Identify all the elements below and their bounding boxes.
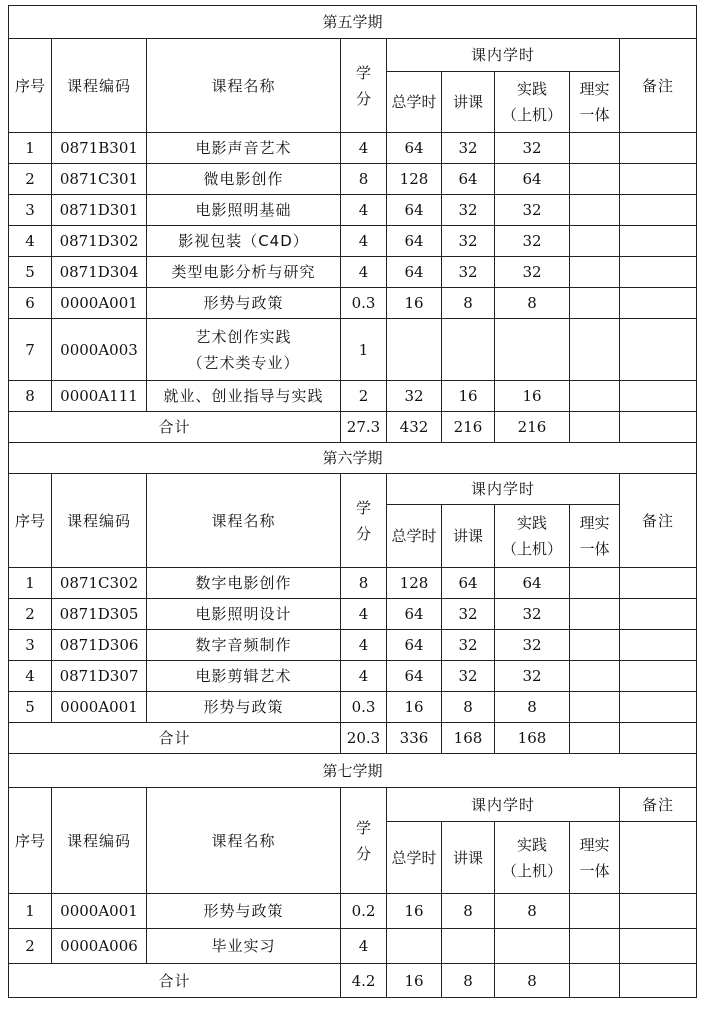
cell-total: 64 xyxy=(387,133,442,164)
header-credit: 学 分 xyxy=(341,39,387,133)
cell-practice: 32 xyxy=(495,133,570,164)
total-credit: 20.3 xyxy=(341,723,387,754)
table-row xyxy=(9,692,697,723)
cell-notes xyxy=(620,257,697,288)
total-practice: 8 xyxy=(495,964,570,998)
header-integrated: 理实 一体 xyxy=(570,72,620,133)
cell-credit: 8 xyxy=(341,568,387,599)
total-lecture: 8 xyxy=(442,964,495,998)
cell-name: 就业、创业指导与实践 xyxy=(147,381,341,412)
cell-notes xyxy=(620,692,697,723)
total-notes xyxy=(620,723,697,754)
total-credit: 4.2 xyxy=(341,964,387,998)
header-name: 课程名称 xyxy=(147,39,341,133)
header-notes: 备注 xyxy=(620,474,697,568)
total-label: 合计 xyxy=(9,723,341,754)
cell-name: 电影照明基础 xyxy=(147,195,341,226)
cell-integrated xyxy=(570,599,620,630)
cell-credit: 4 xyxy=(341,929,387,964)
cell-practice: 8 xyxy=(495,692,570,723)
cell-integrated xyxy=(570,568,620,599)
cell-integrated xyxy=(570,692,620,723)
cell-total: 64 xyxy=(387,661,442,692)
cell-notes xyxy=(620,599,697,630)
cell-credit: 2 xyxy=(341,381,387,412)
cell-seq: 5 xyxy=(9,257,52,288)
cell-total: 16 xyxy=(387,692,442,723)
cell-credit: 1 xyxy=(341,319,387,381)
cell-lecture: 8 xyxy=(442,288,495,319)
table-row xyxy=(9,257,697,288)
cell-notes xyxy=(620,288,697,319)
cell-credit: 4 xyxy=(341,133,387,164)
cell-total: 128 xyxy=(387,164,442,195)
cell-seq: 2 xyxy=(9,599,52,630)
header-code: 课程编码 xyxy=(52,39,147,133)
cell-lecture: 32 xyxy=(442,195,495,226)
cell-name: 微电影创作 xyxy=(147,164,341,195)
header-total: 总学时 xyxy=(387,822,442,894)
cell-practice: 8 xyxy=(495,894,570,929)
cell-integrated xyxy=(570,929,620,964)
cell-lecture: 8 xyxy=(442,692,495,723)
cell-seq: 7 xyxy=(9,319,52,381)
cell-integrated xyxy=(570,164,620,195)
cell-code: 0871D304 xyxy=(52,257,147,288)
cell-code: 0000A111 xyxy=(52,381,147,412)
cell-practice: 32 xyxy=(495,195,570,226)
cell-practice: 32 xyxy=(495,630,570,661)
cell-total: 64 xyxy=(387,599,442,630)
total-integrated xyxy=(570,412,620,443)
cell-integrated xyxy=(570,319,620,381)
cell-practice: 32 xyxy=(495,599,570,630)
total-notes xyxy=(620,964,697,998)
cell-lecture: 32 xyxy=(442,226,495,257)
cell-name: 电影剪辑艺术 xyxy=(147,661,341,692)
header-total: 总学时 xyxy=(387,505,442,568)
cell-name: 数字音频制作 xyxy=(147,630,341,661)
total-row xyxy=(9,412,697,443)
cell-name: 形势与政策 xyxy=(147,692,341,723)
total-label: 合计 xyxy=(9,964,341,998)
term-title: 第六学期 xyxy=(9,443,697,474)
total-row xyxy=(9,964,697,998)
cell-notes xyxy=(620,133,697,164)
header-lecture: 讲课 xyxy=(442,505,495,568)
cell-seq: 1 xyxy=(9,568,52,599)
header-credit: 学 分 xyxy=(341,474,387,568)
cell-practice xyxy=(495,319,570,381)
cell-total: 16 xyxy=(387,894,442,929)
cell-credit: 8 xyxy=(341,164,387,195)
cell-notes xyxy=(620,164,697,195)
cell-seq: 4 xyxy=(9,226,52,257)
cell-code: 0000A001 xyxy=(52,692,147,723)
cell-total: 128 xyxy=(387,568,442,599)
cell-name: 数字电影创作 xyxy=(147,568,341,599)
cell-total: 32 xyxy=(387,381,442,412)
header-integrated: 理实 一体 xyxy=(570,505,620,568)
cell-total xyxy=(387,319,442,381)
cell-practice: 32 xyxy=(495,661,570,692)
total-row xyxy=(9,723,697,754)
table-row xyxy=(9,319,697,381)
term-6 xyxy=(9,443,697,754)
cell-name: 类型电影分析与研究 xyxy=(147,257,341,288)
cell-name: 电影声音艺术 xyxy=(147,133,341,164)
header-notes: 备注 xyxy=(620,788,697,822)
header-hours-group: 课内学时 xyxy=(387,788,620,822)
header-lecture: 讲课 xyxy=(442,822,495,894)
cell-code: 0000A003 xyxy=(52,319,147,381)
total-hours: 336 xyxy=(387,723,442,754)
cell-practice: 64 xyxy=(495,164,570,195)
curriculum-page xyxy=(8,5,696,998)
cell-integrated xyxy=(570,226,620,257)
cell-name: 毕业实习 xyxy=(147,929,341,964)
cell-code: 0871C301 xyxy=(52,164,147,195)
table-row xyxy=(9,288,697,319)
header-practice: 实践 （上机） xyxy=(495,505,570,568)
header-practice: 实践 （上机） xyxy=(495,72,570,133)
cell-name: 影视包装（C4D） xyxy=(147,226,341,257)
cell-lecture xyxy=(442,929,495,964)
cell-credit: 0.3 xyxy=(341,692,387,723)
cell-notes xyxy=(620,226,697,257)
cell-practice: 32 xyxy=(495,257,570,288)
curriculum-table xyxy=(8,5,697,998)
header-hours-group: 课内学时 xyxy=(387,39,620,72)
cell-code: 0000A006 xyxy=(52,929,147,964)
cell-name: 形势与政策 xyxy=(147,894,341,929)
total-practice: 216 xyxy=(495,412,570,443)
cell-notes xyxy=(620,630,697,661)
table-row xyxy=(9,630,697,661)
cell-practice xyxy=(495,929,570,964)
cell-credit: 4 xyxy=(341,195,387,226)
header-name: 课程名称 xyxy=(147,788,341,894)
cell-integrated xyxy=(570,381,620,412)
term-7 xyxy=(9,754,697,998)
cell-notes xyxy=(620,381,697,412)
total-integrated xyxy=(570,964,620,998)
header-seq: 序号 xyxy=(9,788,52,894)
cell-credit: 4 xyxy=(341,599,387,630)
table-row xyxy=(9,381,697,412)
total-notes xyxy=(620,412,697,443)
header-credit: 学 分 xyxy=(341,788,387,894)
cell-practice: 8 xyxy=(495,288,570,319)
header-notes: 备注 xyxy=(620,39,697,133)
cell-integrated xyxy=(570,257,620,288)
cell-lecture: 8 xyxy=(442,894,495,929)
header-hours-group: 课内学时 xyxy=(387,474,620,505)
table-row xyxy=(9,226,697,257)
cell-lecture xyxy=(442,319,495,381)
header-code: 课程编码 xyxy=(52,474,147,568)
cell-seq: 5 xyxy=(9,692,52,723)
cell-credit: 4 xyxy=(341,661,387,692)
cell-integrated xyxy=(570,288,620,319)
header-lecture: 讲课 xyxy=(442,72,495,133)
term-title: 第七学期 xyxy=(9,754,697,788)
notes-blank xyxy=(620,822,697,894)
cell-lecture: 16 xyxy=(442,381,495,412)
total-practice: 168 xyxy=(495,723,570,754)
cell-seq: 6 xyxy=(9,288,52,319)
header-name: 课程名称 xyxy=(147,474,341,568)
table-row xyxy=(9,164,697,195)
total-hours: 432 xyxy=(387,412,442,443)
table-row xyxy=(9,133,697,164)
cell-lecture: 32 xyxy=(442,599,495,630)
cell-integrated xyxy=(570,661,620,692)
cell-integrated xyxy=(570,133,620,164)
cell-seq: 1 xyxy=(9,133,52,164)
header-practice: 实践 （上机） xyxy=(495,822,570,894)
cell-total: 64 xyxy=(387,195,442,226)
header-total: 总学时 xyxy=(387,72,442,133)
cell-code: 0000A001 xyxy=(52,288,147,319)
cell-credit: 4 xyxy=(341,226,387,257)
cell-integrated xyxy=(570,630,620,661)
cell-lecture: 64 xyxy=(442,568,495,599)
table-row xyxy=(9,568,697,599)
cell-seq: 8 xyxy=(9,381,52,412)
cell-credit: 4 xyxy=(341,630,387,661)
cell-notes xyxy=(620,929,697,964)
cell-notes xyxy=(620,894,697,929)
cell-total: 64 xyxy=(387,226,442,257)
cell-credit: 0.3 xyxy=(341,288,387,319)
cell-code: 0000A001 xyxy=(52,894,147,929)
table-row xyxy=(9,661,697,692)
cell-code: 0871D302 xyxy=(52,226,147,257)
cell-name: 艺术创作实践 （艺术类专业） xyxy=(147,319,341,381)
cell-code: 0871C302 xyxy=(52,568,147,599)
cell-code: 0871D306 xyxy=(52,630,147,661)
cell-credit: 4 xyxy=(341,257,387,288)
cell-code: 0871D305 xyxy=(52,599,147,630)
header-seq: 序号 xyxy=(9,39,52,133)
cell-lecture: 32 xyxy=(442,133,495,164)
cell-name: 电影照明设计 xyxy=(147,599,341,630)
cell-seq: 2 xyxy=(9,929,52,964)
cell-code: 0871B301 xyxy=(52,133,147,164)
cell-total: 64 xyxy=(387,630,442,661)
cell-practice: 16 xyxy=(495,381,570,412)
cell-notes xyxy=(620,661,697,692)
cell-total: 16 xyxy=(387,288,442,319)
cell-practice: 64 xyxy=(495,568,570,599)
header-seq: 序号 xyxy=(9,474,52,568)
term-title: 第五学期 xyxy=(9,6,697,39)
cell-seq: 3 xyxy=(9,630,52,661)
cell-lecture: 32 xyxy=(442,257,495,288)
table-row xyxy=(9,195,697,226)
total-credit: 27.3 xyxy=(341,412,387,443)
cell-notes xyxy=(620,568,697,599)
cell-integrated xyxy=(570,195,620,226)
cell-seq: 2 xyxy=(9,164,52,195)
cell-notes xyxy=(620,319,697,381)
cell-lecture: 32 xyxy=(442,661,495,692)
cell-lecture: 32 xyxy=(442,630,495,661)
cell-notes xyxy=(620,195,697,226)
cell-lecture: 64 xyxy=(442,164,495,195)
table-row xyxy=(9,929,697,964)
cell-seq: 4 xyxy=(9,661,52,692)
cell-code: 0871D307 xyxy=(52,661,147,692)
cell-practice: 32 xyxy=(495,226,570,257)
cell-total: 64 xyxy=(387,257,442,288)
cell-seq: 3 xyxy=(9,195,52,226)
total-label: 合计 xyxy=(9,412,341,443)
cell-total xyxy=(387,929,442,964)
table-row xyxy=(9,599,697,630)
cell-code: 0871D301 xyxy=(52,195,147,226)
cell-name: 形势与政策 xyxy=(147,288,341,319)
table-row xyxy=(9,894,697,929)
total-lecture: 216 xyxy=(442,412,495,443)
total-hours: 16 xyxy=(387,964,442,998)
total-integrated xyxy=(570,723,620,754)
total-lecture: 168 xyxy=(442,723,495,754)
cell-integrated xyxy=(570,894,620,929)
cell-credit: 0.2 xyxy=(341,894,387,929)
cell-seq: 1 xyxy=(9,894,52,929)
header-code: 课程编码 xyxy=(52,788,147,894)
term-5 xyxy=(9,6,697,443)
header-integrated: 理实 一体 xyxy=(570,822,620,894)
